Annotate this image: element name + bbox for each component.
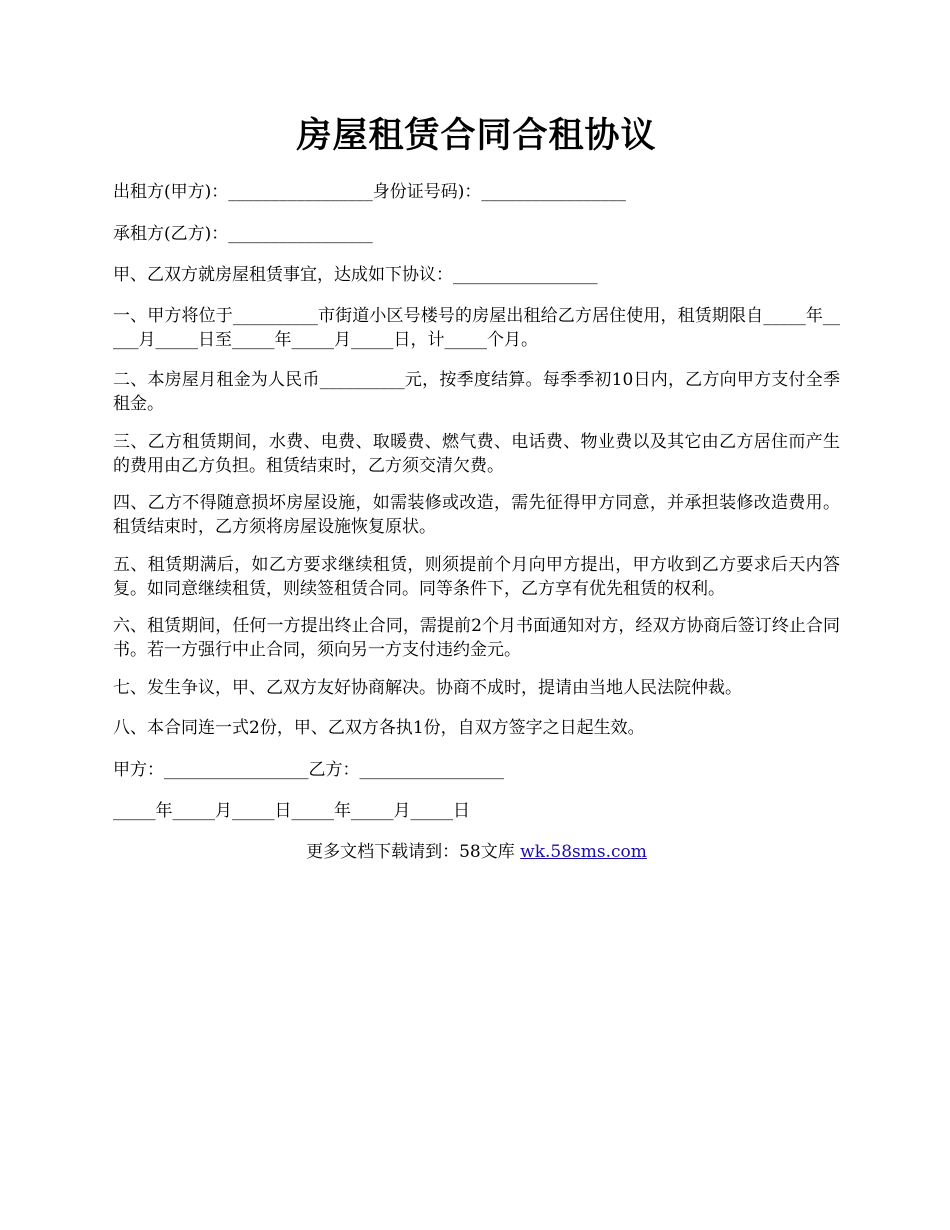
clause-4: 四、乙方不得随意损坏房屋设施，如需装修或改造，需先征得甲方同意，并承担装修改造费用。租赁结束时，乙方须将房屋设施恢复原状。 (113, 493, 840, 537)
clause-6: 六、租赁期间，任何一方提出终止合同，需提前2个月书面通知对方，经双方协商后签订终止合同书。若一方强行中止合同，须向另一方支付违约金元。 (113, 616, 840, 660)
lessee-line: 承租方(乙方)：_________________ (113, 224, 373, 244)
footer (113, 840, 840, 864)
lessor-line: 出租方(甲方)：_________________身份证号码)：_________________ (113, 182, 626, 202)
agreement-intro: 甲、乙双方就房屋租赁事宜，达成如下协议：_________________ (113, 265, 598, 285)
clause-3: 三、乙方租赁期间，水费、电费、取暖费、燃气费、电话费、物业费以及其它由乙方居住而产生的费用由乙方负担。租赁结束时，乙方须交清欠费。 (113, 432, 840, 476)
clause-1: 一、甲方将位于__________市街道小区号楼号的房屋出租给乙方居住使用，租赁期限自_____年_____月_____日至_____年_____月_____日，计_____个月。 (113, 306, 840, 350)
clause-5: 五、租赁期满后，如乙方要求继续租赁，则须提前个月向甲方提出，甲方收到乙方要求后天内答复。如同意继续租赁，则续签租赁合同。同等条件下，乙方享有优先租赁的权利。 (113, 555, 840, 599)
date-line: _____年_____月_____日_____年_____月_____日 (113, 801, 470, 821)
signature-line: 甲方：_________________乙方：_________________ (113, 760, 504, 780)
clause-2: 二、本房屋月租金为人民币__________元，按季度结算。每季季初10日内，乙方向甲方支付全季租金。 (113, 370, 840, 414)
clause-8: 八、本合同连一式2份，甲、乙双方各执1份，自双方签字之日起生效。 (113, 718, 645, 738)
clause-7: 七、发生争议，甲、乙双方友好协商解决。协商不成时，提请由当地人民法院仲裁。 (113, 678, 742, 698)
footer-link[interactable]: wk.58sms.com (520, 842, 647, 862)
footer-text: 更多文档下载请到：58文库 (306, 842, 521, 862)
document-title: 房屋租赁合同合租协议 (296, 115, 657, 156)
